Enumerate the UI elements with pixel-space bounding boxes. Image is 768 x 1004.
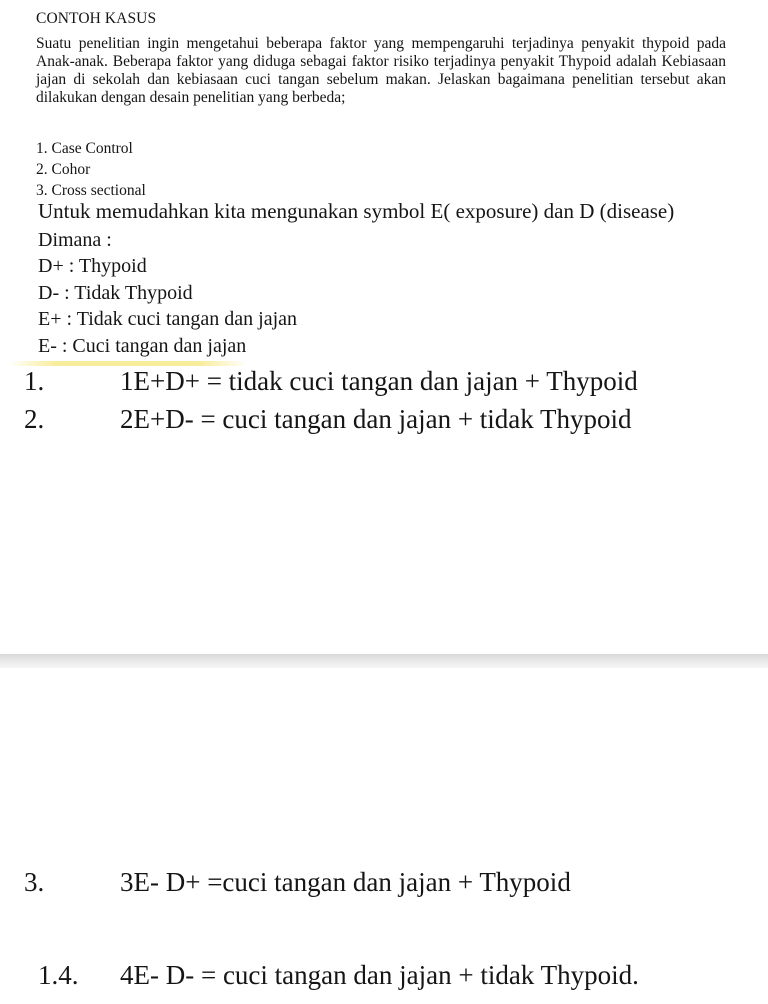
row-3-formula: 3E- D+ =cuci tangan dan jajan + Thypoid <box>120 867 571 897</box>
row-3-number: 3. <box>24 867 45 897</box>
case-heading: CONTOH KASUS <box>36 10 157 27</box>
definition-d-minus: D- : Tidak Thypoid <box>38 282 193 304</box>
row-1-formula: 1E+D+ = tidak cuci tangan dan jajan + Thypoid <box>120 366 638 396</box>
method-cross-sectional: 3. Cross sectional <box>36 182 146 199</box>
case-paragraph: Suatu penelitian ingin mengetahui beberapa faktor yang mempengaruhi terjadinya penyakit thypoid pada Anak-anak. Beberapa faktor yang diduga sebagai faktor risiko terjadinya penyakit Thypoid adalah Kebiasaan jajan di sekolah dan kebiasaan cuci tangan sebelum makan. Jelaskan bagaimana penelitian tersebut akan dilakukan dengan desain penelitian yang berbeda; <box>36 35 726 106</box>
row-4-number: 1.4. <box>38 960 79 990</box>
row-2-formula: 2E+D- = cuci tangan dan jajan + tidak Thypoid <box>120 404 632 434</box>
where-label: Dimana : <box>38 229 112 251</box>
method-case-control: 1. Case Control <box>36 140 133 157</box>
symbol-intro: Untuk memudahkan kita mengunakan symbol E( exposure) dan D (disease) <box>38 199 675 223</box>
row-4-formula: 4E- D- = cuci tangan dan jajan + tidak Thypoid. <box>120 960 639 990</box>
method-cohort: 2. Cohor <box>36 161 91 178</box>
definition-d-plus: D+ : Thypoid <box>38 255 147 277</box>
definition-e-plus: E+ : Tidak cuci tangan dan jajan <box>38 308 298 330</box>
page-separator <box>0 654 768 668</box>
definition-e-minus: E- : Cuci tangan dan jajan <box>38 335 247 357</box>
row-2-number: 2. <box>24 404 45 434</box>
row-1-number: 1. <box>24 366 45 396</box>
